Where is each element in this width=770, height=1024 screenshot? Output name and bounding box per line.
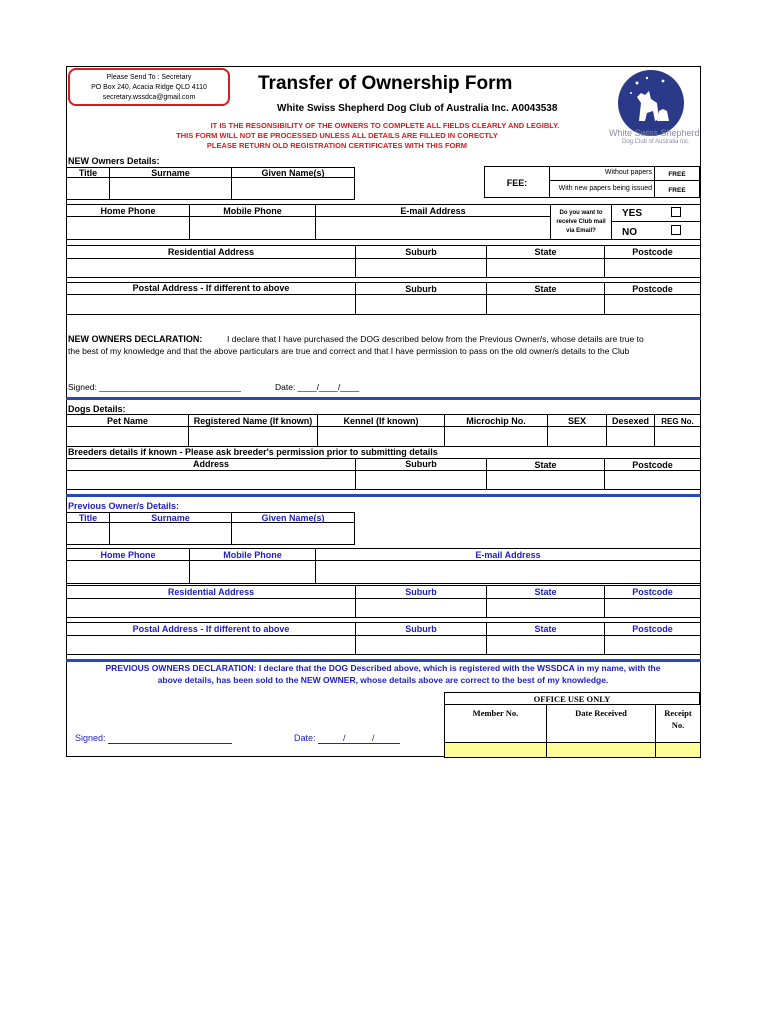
prev-email-header [315, 548, 701, 561]
club-mail-no-checkbox[interactable] [671, 225, 681, 235]
new-home-phone-header [66, 204, 190, 217]
label: SEX [567, 416, 586, 426]
breeder-suburb-header [355, 458, 487, 471]
prev-postal-state-header [486, 622, 605, 636]
prev-postal-suburb-header [355, 622, 487, 636]
new-declaration-text-2: the best of my knowledge and that the above particulars are true and correct and that I have permission to pass on the old owner/s details to the Club [68, 346, 630, 356]
label: Suburb [405, 587, 437, 597]
dogs-heading: Dogs Details: [68, 404, 126, 414]
prev-declaration-line-1: PREVIOUS OWNERS DECLARATION: I declare that the DOG Described above, which is registered with the WSSDCA in my name, with the [105, 663, 661, 673]
label: Kennel (If known) [343, 416, 419, 426]
previous-owners-heading: Previous Owner/s Details: [68, 501, 180, 511]
label: Date Received [575, 708, 627, 718]
label: FREE [668, 187, 686, 194]
page-title: Transfer of Ownership Form [258, 73, 513, 94]
dog-registered-header [188, 414, 318, 427]
label: Given Name(s) [261, 513, 325, 523]
label: Given Name(s) [261, 168, 325, 178]
prev-signed-line[interactable] [108, 743, 232, 744]
new-suburb-header [355, 245, 487, 259]
section-rule-2 [66, 494, 701, 497]
prev-home-phone-header [66, 548, 190, 561]
office-date-header [546, 704, 656, 743]
label: Surname [151, 513, 190, 523]
label: Home Phone [100, 206, 156, 216]
label: Title [78, 513, 98, 523]
prev-residential-header [66, 585, 356, 599]
label: receive Club mail [556, 219, 606, 225]
fee-label: FEE: [506, 178, 528, 188]
label: Mobile Phone [223, 206, 282, 216]
new-declaration-heading: NEW OWNERS DECLARATION: [68, 334, 203, 344]
office-member-header [444, 704, 547, 743]
office-receipt-header [655, 704, 701, 743]
label: Surname [151, 168, 190, 178]
logo-name: White Swiss Shepherd [609, 128, 700, 138]
label: State [534, 460, 557, 470]
fee-without-label [549, 166, 655, 181]
prev-declaration-line-2: above details, has been sold to the NEW OWNER, whose details above are correct to the best of my knowledge. [157, 675, 609, 685]
label: Mobile Phone [223, 550, 282, 560]
prev-postal-postcode-header [604, 622, 701, 636]
label: No. [671, 720, 685, 730]
yes-label: YES [622, 208, 643, 219]
new-state-header [486, 245, 605, 259]
logo-subname: Dog Club of Australia Inc. [622, 139, 690, 145]
prev-signed-label: Signed: [75, 733, 106, 743]
prev-postal-header [66, 622, 356, 636]
new-postal-state-header [486, 282, 605, 295]
prev-postcode-header [604, 585, 701, 599]
notice-line-2: THIS FORM WILL NOT BE PROCESSED UNLESS ALL DETAILS ARE FILLED IN CORECTLY [176, 131, 498, 140]
page-subtitle: White Swiss Shepherd Dog Club of Australia Inc. A0043538 [277, 103, 558, 114]
dog-reg-header [654, 414, 701, 427]
address-line-2: PO Box 240, Acacia Ridge QLD 4110 [91, 84, 207, 91]
label: Residential Address [167, 587, 255, 597]
section-rule-1 [66, 397, 701, 400]
office-member-field[interactable] [444, 742, 547, 758]
label: Postal Address - If different to above [132, 283, 290, 293]
label: With new papers being issued [558, 185, 652, 192]
new-residential-header [66, 245, 356, 259]
label: Do you want to [559, 210, 603, 216]
label: Suburb [405, 459, 437, 469]
label: Postcode [632, 284, 673, 294]
label: State [534, 247, 557, 257]
new-signed-line[interactable]: Signed: ______________________________ [68, 382, 242, 392]
label: Receipt [664, 708, 692, 718]
label: FREE [668, 171, 686, 178]
prev-given-header [231, 512, 355, 523]
label: State [534, 284, 557, 294]
label: Postcode [632, 460, 673, 470]
label: OFFICE USE ONLY [533, 694, 611, 704]
dog-pet-name-header [66, 414, 189, 427]
label: Suburb [405, 624, 437, 634]
prev-date-sep-1: / [343, 733, 346, 743]
new-email-header [315, 204, 551, 217]
label: Suburb [405, 247, 437, 257]
dog-kennel-header [317, 414, 445, 427]
dog-sex-header [547, 414, 607, 427]
address-box [68, 68, 230, 106]
fee-free-1 [654, 166, 700, 181]
fee-with-label [549, 180, 655, 198]
breeder-address-header [66, 458, 356, 471]
label: Residential Address [167, 247, 255, 257]
breeders-heading: Breeders details if known - Please ask breeder's permission prior to submitting details [68, 447, 438, 457]
new-postal-header [66, 282, 356, 295]
new-surname-header [109, 167, 232, 178]
dog-microchip-header [444, 414, 548, 427]
new-postal-suburb-header [355, 282, 487, 295]
fee-free-2 [654, 180, 700, 198]
notice-line-3: PLEASE RETURN OLD REGISTRATION CERTIFICATES WITH THIS FORM [206, 141, 468, 150]
new-date-line[interactable]: Date: ____/____/____ [275, 382, 360, 392]
label: Postcode [632, 587, 673, 597]
prev-state-header [486, 585, 605, 599]
new-postal-postcode-header [604, 282, 701, 295]
label: Member No. [472, 708, 519, 718]
label: Without papers [604, 169, 652, 176]
new-mobile-phone-header [189, 204, 316, 217]
prev-title-header [66, 512, 110, 523]
no-label: NO [622, 227, 637, 238]
label: Desexed [611, 416, 650, 426]
label: State [534, 624, 557, 634]
club-mail-no-row [611, 221, 701, 240]
prev-surname-header [109, 512, 232, 523]
label: Microchip No. [466, 416, 526, 426]
label: via Email? [566, 228, 596, 234]
label: Suburb [405, 284, 437, 294]
section-rule-3 [66, 659, 701, 662]
office-date-field[interactable] [546, 742, 656, 758]
label: E-mail Address [475, 550, 541, 560]
notice-line-1: IT IS THE RESONSIBILITY OF THE OWNERS TO COMPLETE ALL FIELDS CLEARLY AND LEGIBLY. [210, 121, 560, 130]
office-receipt-field[interactable] [655, 742, 701, 758]
breeder-state-header [486, 458, 605, 471]
dog-desexed-header [606, 414, 655, 427]
new-title-header [66, 167, 110, 178]
new-owners-heading: NEW Owners Details: [68, 156, 160, 166]
breeder-postcode-header [604, 458, 701, 471]
club-mail-yes-checkbox[interactable] [671, 207, 681, 217]
address-line-1: Please Send To : Secretary [106, 74, 192, 81]
label: Postcode [632, 247, 673, 257]
fee-box [484, 166, 550, 198]
prev-date-sep-2: / [372, 733, 375, 743]
new-postcode-header [604, 245, 701, 259]
club-mail-question [550, 204, 612, 240]
new-given-header [231, 167, 355, 178]
label: Pet Name [106, 416, 149, 426]
label: Home Phone [100, 550, 156, 560]
label: E-mail Address [400, 206, 466, 216]
prev-date-line[interactable] [318, 743, 400, 744]
label: Postcode [632, 624, 673, 634]
prev-mobile-phone-header [189, 548, 316, 561]
label: REG No. [661, 417, 694, 426]
prev-suburb-header [355, 585, 487, 599]
label: Registered Name (If known) [193, 416, 313, 426]
label: Address [192, 459, 229, 469]
new-declaration-text-1: I declare that I have purchased the DOG described below from the Previous Owner/s, whose details are true to [227, 334, 644, 344]
label: Postal Address - If different to above [132, 624, 290, 634]
club-mail-yes-row [611, 204, 701, 222]
prev-date-label: Date: [294, 733, 316, 743]
label: State [534, 587, 557, 597]
label: Title [78, 168, 98, 178]
address-line-3: secretary.wssdca@gmail.com [102, 94, 196, 101]
